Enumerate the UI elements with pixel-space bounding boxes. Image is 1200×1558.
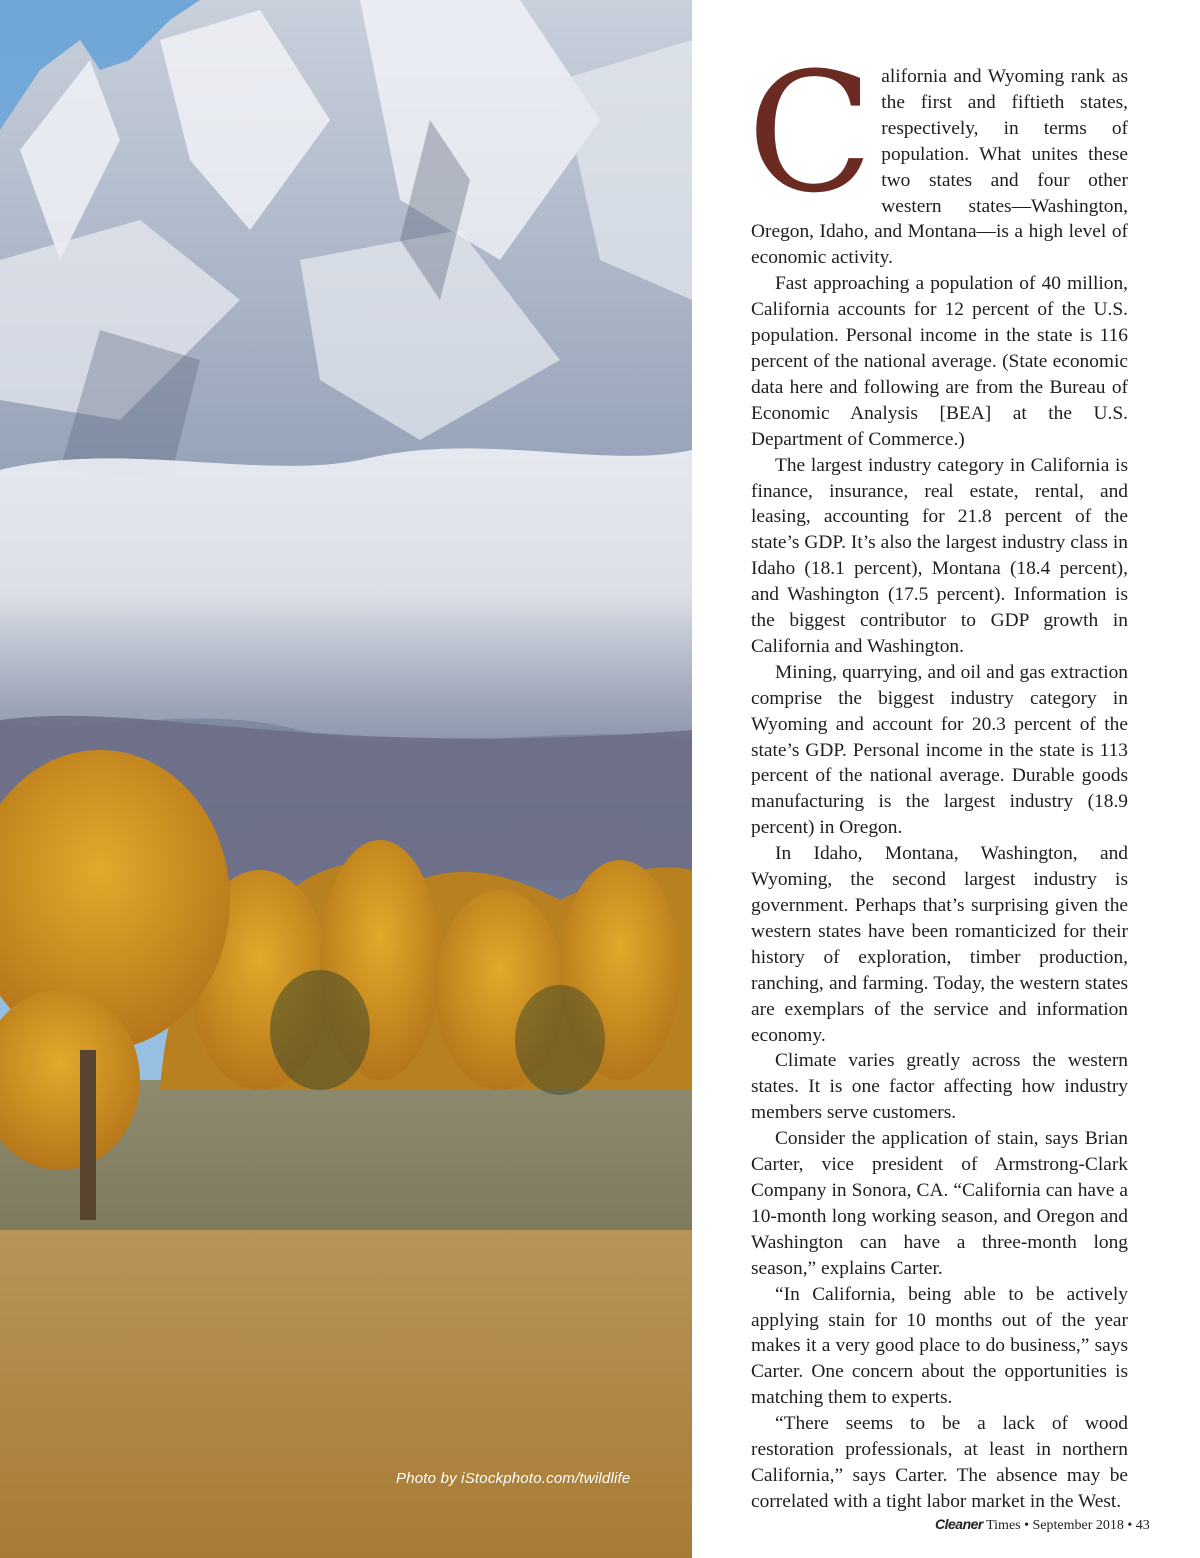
page-number: 43 <box>1135 1518 1150 1533</box>
article-paragraph: Mining, quarrying, and oil and gas extraction comprise the biggest industry category in Wyoming and account for 20.3 percent of the state’s GDP. Personal income in the state is 113 percent of the national average. Durable goods manufacturing is the largest industry (18.9 percent) in Oregon. <box>751 661 1128 839</box>
footer-separator: • <box>1123 1518 1136 1533</box>
drop-cap: C <box>747 37 874 229</box>
lead-text: alifornia and Wyoming rank as the first and fiftieth states, respectively, in terms of population. What unites these two states and four other western states—Washington, Oregon, Idaho, and Montana—is a high level of economic activity. <box>751 66 1128 269</box>
photo-credit: Photo by iStockphoto.com/twildlife <box>396 1470 631 1487</box>
magazine-brand: Cleaner <box>935 1516 983 1532</box>
article-paragraph: The largest industry category in California is finance, insurance, real estate, rental, and leasing, accounting for 21.8 percent of the state’s GDP. It’s also the largest industry class in Idaho (18.1 percent), Montana (18.4 percent), and Washington (17.5 percent). Information is the biggest contributor to GDP growth in California and Washington. <box>751 454 1128 657</box>
article-paragraph: Consider the application of stain, says Brian Carter, vice president of Armstrong-Clark Company in Sonora, CA. “California can have a 10-month long working season, and Oregon and Washington can have a three-month long season,” explains Carter. <box>751 1128 1128 1279</box>
issue-date: September 2018 <box>1032 1518 1124 1533</box>
footer-separator: • <box>1020 1518 1033 1533</box>
article-paragraph: Climate varies greatly across the western states. It is one factor affecting how industry members serve customers. <box>751 1050 1128 1124</box>
magazine-name-rest: Times <box>982 1518 1021 1533</box>
lead-paragraph <box>747 37 1128 271</box>
article-paragraph: In Idaho, Montana, Washington, and Wyoming, the second largest industry is government. Perhaps that’s surprising given the western states have been romanticized for their history of exploration, timber production, ranching, and farming. Today, the western states are exemplars of the service and information economy. <box>751 843 1128 1046</box>
article-paragraph: “There seems to be a lack of wood restoration professionals, at least in northern California,” says Carter. The absence may be correlated with a tight labor market in the West. <box>751 1413 1128 1512</box>
article-paragraph: Fast approaching a population of 40 million, California accounts for 12 percent of the U.S. population. Personal income in the state is 116 percent of the national average. (State economic data here and following are from the Bureau of Economic Analysis [BEA] at the U.S. Department of Commerce.) <box>751 273 1128 450</box>
article-body <box>747 37 1128 1515</box>
article-paragraph: “In California, being able to be actively applying stain for 10 months out of the year makes it a very good place to do business,” says Carter. One concern about the opportunities is matching them to experts. <box>751 1283 1128 1409</box>
page-footer <box>935 1516 1150 1534</box>
